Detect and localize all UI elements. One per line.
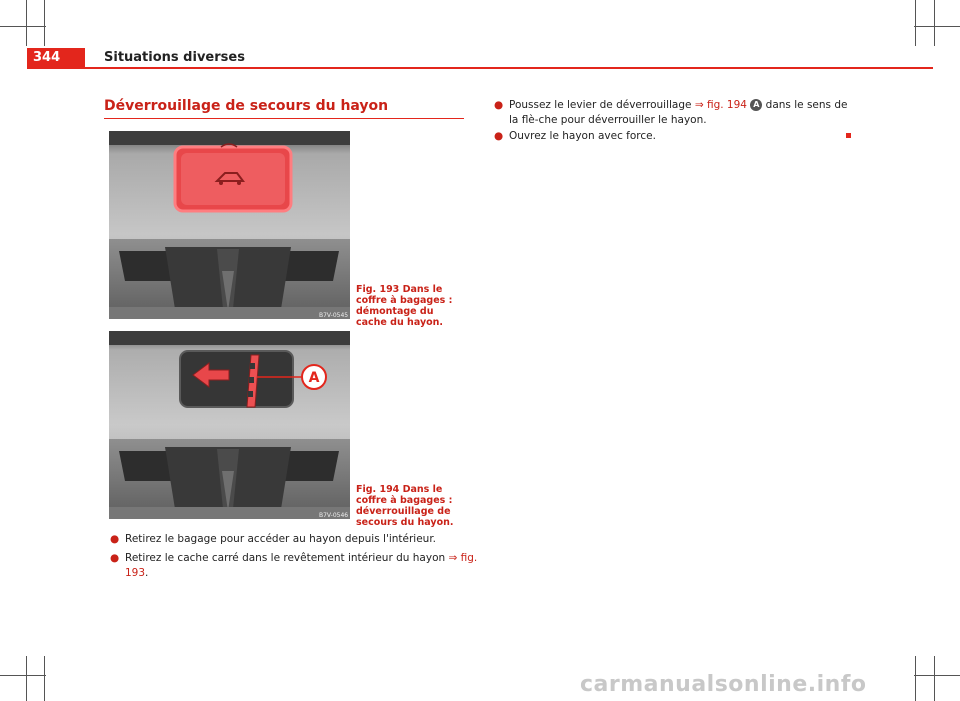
crop-mark <box>934 656 935 701</box>
bullet-icon: ● <box>494 130 504 142</box>
running-header: Situations diverses <box>104 50 245 65</box>
header-rule <box>27 67 933 69</box>
figure-code: B7V-0546 <box>319 512 349 519</box>
list-item-tail: . <box>145 567 149 579</box>
crop-mark <box>914 675 960 676</box>
page-number: 344 <box>27 48 85 68</box>
section-end-marker <box>846 133 851 138</box>
list-item-text: Poussez le levier de déverrouillage <box>509 99 695 111</box>
figure-194 <box>109 331 350 519</box>
crop-mark <box>914 26 960 27</box>
list-item-text: Retirez le bagage pour accéder au hayon depuis l'intérieur. <box>125 533 437 545</box>
bullet-icon: ● <box>110 533 120 545</box>
figure-193-caption: Fig. 193 Dans le coffre à bagages : démontage du cache du hayon. <box>356 284 453 328</box>
list-item <box>494 129 834 144</box>
callout-marker: A <box>750 99 762 111</box>
watermark: carmanualsonline.info <box>580 672 867 697</box>
figure-code: B7V-0545 <box>319 312 349 319</box>
figure-link[interactable]: ⇒ fig. 194 <box>694 99 747 111</box>
list-item-text: Retirez le cache carré dans le revêtement intérieur du hayon <box>125 552 449 564</box>
callout-label: A <box>308 370 320 386</box>
bullet-icon: ● <box>494 99 504 111</box>
list-item-text: Ouvrez le hayon avec force. <box>509 130 656 142</box>
section-title: Déverrouillage de secours du hayon <box>104 98 389 114</box>
list-item <box>110 532 470 547</box>
bullet-icon: ● <box>110 552 120 564</box>
list-item <box>494 98 854 128</box>
crop-mark <box>934 0 935 46</box>
list-item <box>110 551 480 581</box>
crop-mark <box>26 0 27 46</box>
figure-194-caption: Fig. 194 Dans le coffre à bagages : déverrouillage de secours du hayon. <box>356 484 454 528</box>
figure-link[interactable]: ⇒ fig. 193 <box>125 552 478 579</box>
figure-193 <box>109 131 350 319</box>
crop-mark <box>44 656 45 701</box>
crop-mark <box>44 0 45 46</box>
list-item-text: dans le sens de la flè-che pour déverrouiller le hayon. <box>509 99 848 126</box>
crop-mark <box>0 675 46 676</box>
crop-mark <box>915 0 916 46</box>
crop-mark <box>915 656 916 701</box>
crop-mark <box>0 26 46 27</box>
section-rule <box>104 118 464 119</box>
crop-mark <box>26 656 27 701</box>
